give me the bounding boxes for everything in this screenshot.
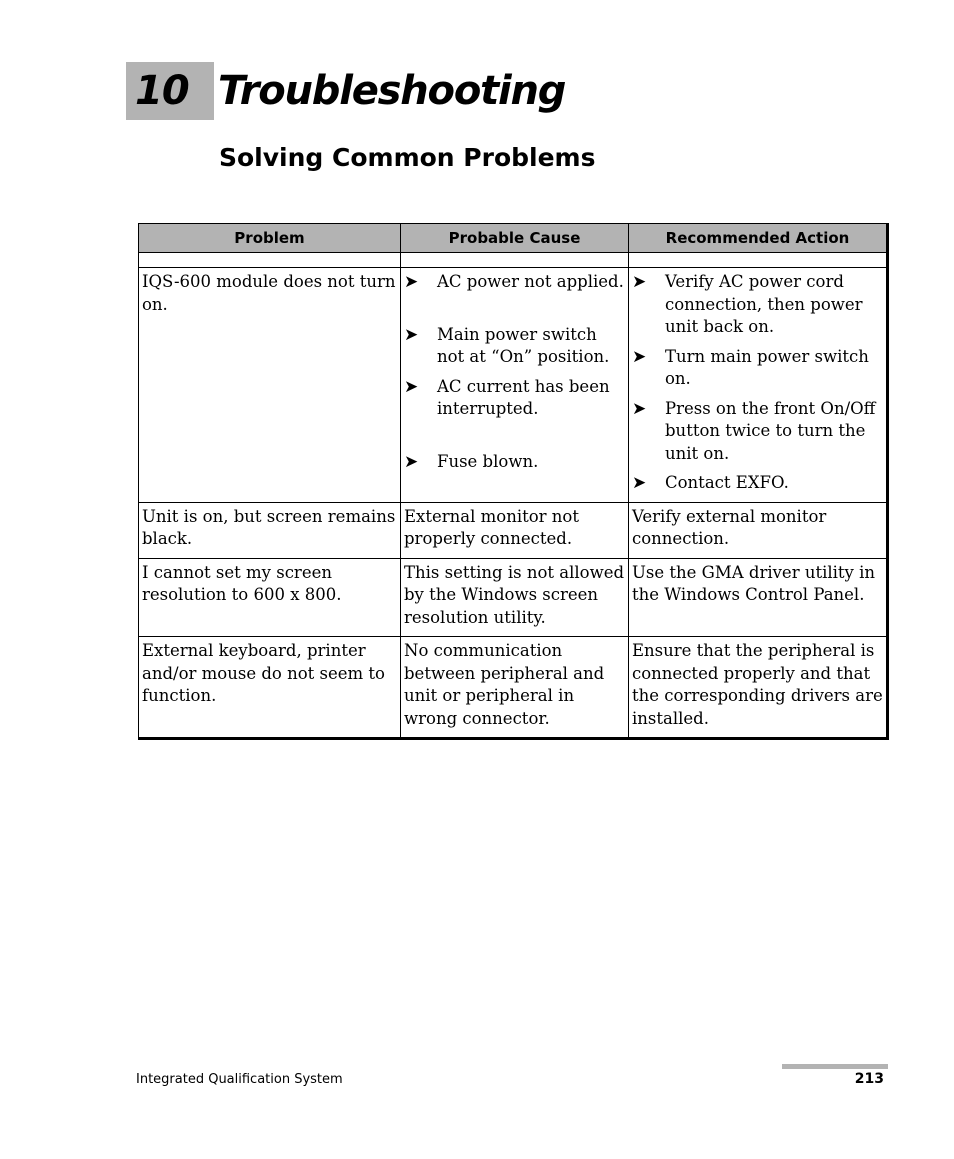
cause-cell: No communication between peripheral and unit or peripheral in wrong connector. bbox=[401, 637, 629, 739]
table-row bbox=[139, 637, 888, 739]
header-spacer-row bbox=[139, 253, 888, 268]
troubleshooting-table bbox=[138, 223, 889, 740]
table-row bbox=[139, 268, 888, 503]
action-item bbox=[632, 346, 883, 391]
action-cell: Ensure that the peripheral is connected properly and that the corresponding drivers are installed. bbox=[629, 637, 888, 739]
action-item bbox=[632, 472, 883, 495]
chapter-title: Troubleshooting bbox=[218, 68, 566, 114]
action-cell: Verify external monitor connection. bbox=[629, 502, 888, 558]
cause-cell: This setting is not allowed by the Windows screen resolution utility. bbox=[401, 558, 629, 637]
arrow-bullet-icon: ➤ bbox=[404, 451, 419, 472]
action-item bbox=[632, 271, 883, 339]
arrow-bullet-icon: ➤ bbox=[632, 272, 647, 292]
arrow-bullet-icon: ➤ bbox=[632, 346, 647, 367]
cause-text: Fuse blown. bbox=[437, 451, 539, 471]
problem-cell: I cannot set my screen resolution to 600 x 800. bbox=[139, 558, 401, 637]
problem-cell: IQS-600 module does not turn on. bbox=[139, 268, 401, 503]
arrow-bullet-icon: ➤ bbox=[404, 324, 419, 345]
header-problem: Problem bbox=[139, 224, 401, 253]
problem-cell: External keyboard, printer and/or mouse do not seem to function. bbox=[139, 637, 401, 739]
chapter-number: 10 bbox=[135, 68, 189, 114]
action-cell bbox=[629, 268, 888, 503]
cause-item bbox=[404, 451, 625, 474]
table-row bbox=[139, 558, 888, 637]
cause-text: Main power switch not at “On” position. bbox=[437, 324, 610, 366]
arrow-bullet-icon: ➤ bbox=[404, 272, 419, 292]
arrow-bullet-icon: ➤ bbox=[632, 473, 647, 493]
action-text: Press on the front On/Off button twice to turn the unit on. bbox=[665, 398, 876, 463]
page-number: 213 bbox=[854, 1071, 884, 1087]
table-header-row bbox=[139, 224, 888, 253]
cause-item bbox=[404, 376, 625, 421]
action-cell: Use the GMA driver utility in the Windows Control Panel. bbox=[629, 558, 888, 637]
section-title: Solving Common Problems bbox=[219, 143, 596, 172]
header-probable-cause: Probable Cause bbox=[401, 224, 629, 253]
cause-text: AC power not applied. bbox=[437, 272, 624, 291]
action-text: Verify AC power cord connection, then power unit back on. bbox=[665, 272, 863, 336]
cause-item bbox=[404, 324, 625, 369]
cause-cell bbox=[401, 268, 629, 503]
action-item bbox=[632, 398, 883, 466]
arrow-bullet-icon: ➤ bbox=[632, 398, 647, 419]
problem-cell: Unit is on, but screen remains black. bbox=[139, 502, 401, 558]
cause-item bbox=[404, 271, 625, 294]
action-text: Turn main power switch on. bbox=[665, 346, 869, 388]
arrow-bullet-icon: ➤ bbox=[404, 376, 419, 397]
cause-text: AC current has been interrupted. bbox=[437, 376, 610, 418]
footer-rule bbox=[782, 1064, 888, 1069]
action-text: Contact EXFO. bbox=[665, 473, 789, 492]
header-recommended-action: Recommended Action bbox=[629, 224, 888, 253]
cause-cell: External monitor not properly connected. bbox=[401, 502, 629, 558]
footer-document-title: Integrated Qualification System bbox=[136, 1072, 343, 1087]
table-row bbox=[139, 502, 888, 558]
